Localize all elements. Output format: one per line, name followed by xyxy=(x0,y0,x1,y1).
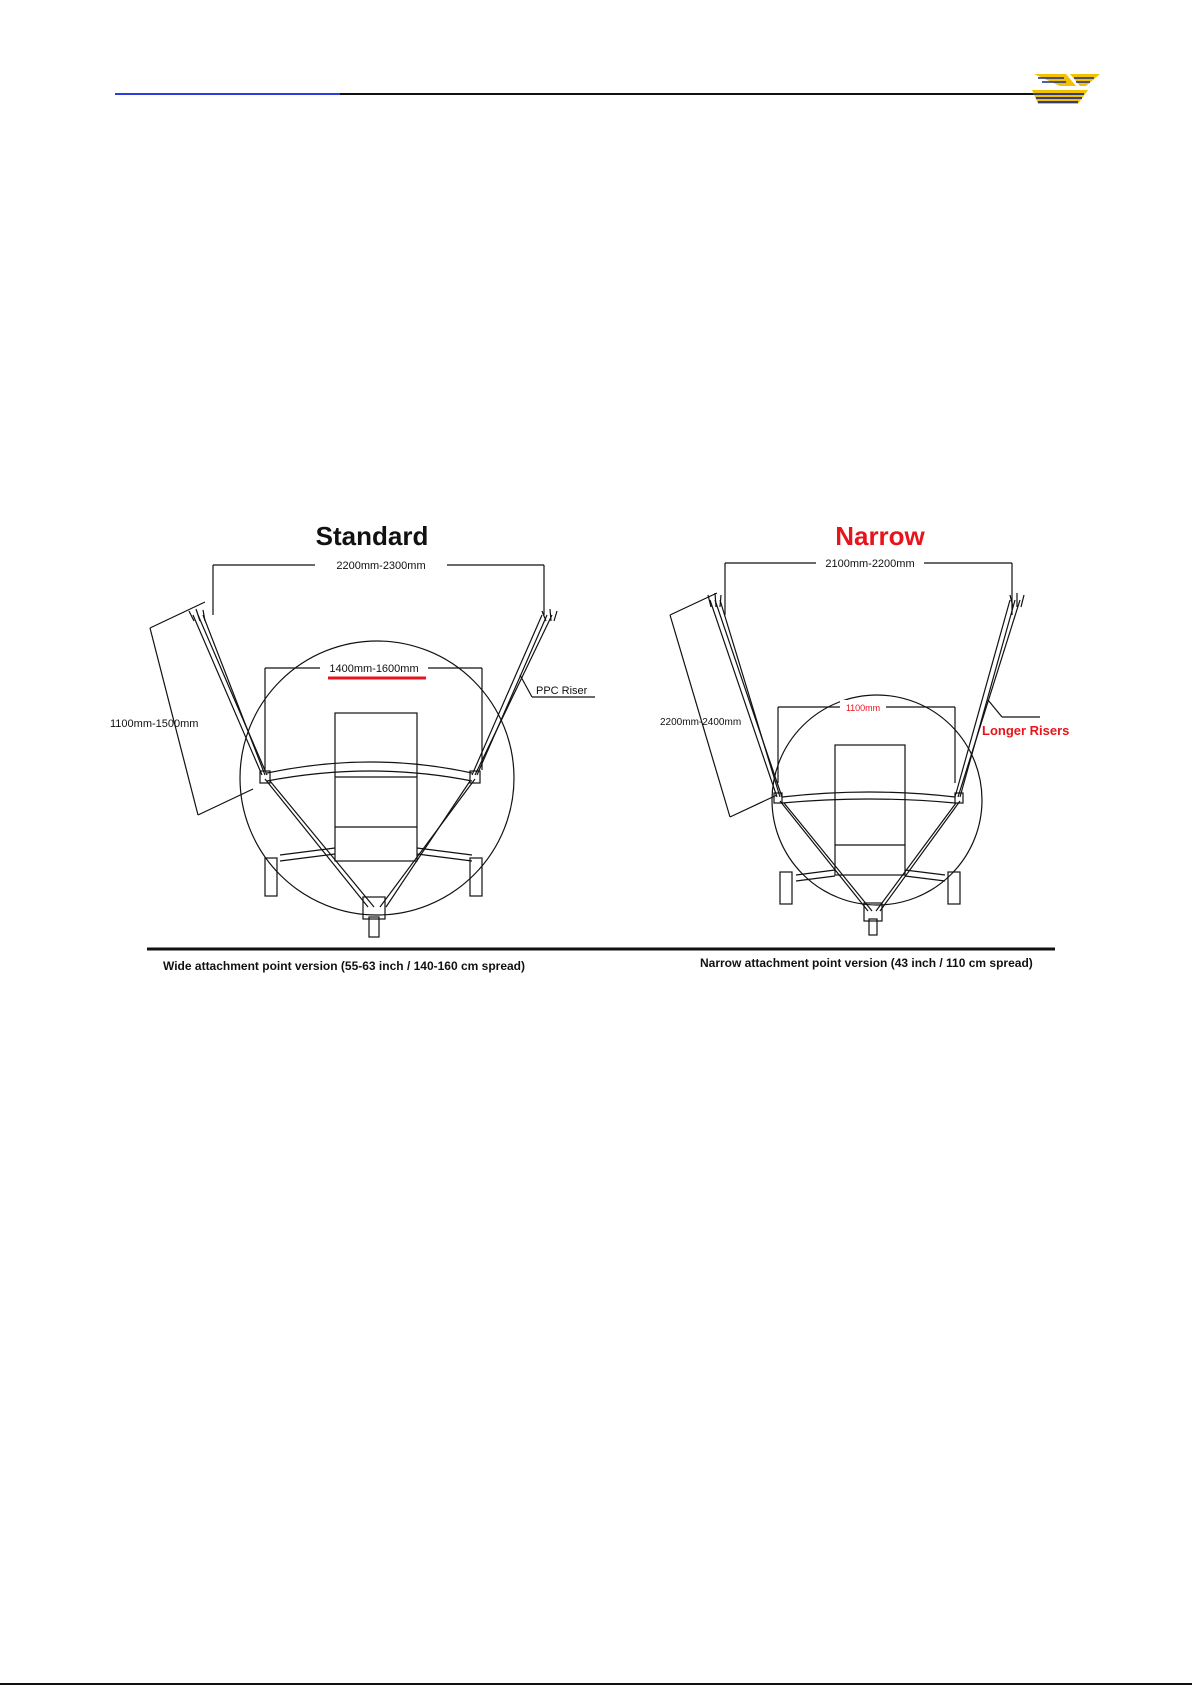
narrow-riser-label: Longer Risers xyxy=(982,723,1070,738)
standard-drawing xyxy=(110,521,595,973)
narrow-dim-inner: 1100mm xyxy=(845,703,881,713)
company-logo-icon xyxy=(1030,70,1102,106)
narrow-title: Narrow xyxy=(835,521,925,551)
standard-dim-top: 2200mm-2300mm xyxy=(336,560,426,572)
standard-dim-inner: 1400mm-1600mm xyxy=(329,663,419,675)
narrow-drawing xyxy=(660,521,1069,970)
narrow-dim-left: 2200mm-2400mm xyxy=(660,717,742,728)
standard-title: Standard xyxy=(315,521,429,551)
narrow-caption: Narrow attachment point version (43 inch / 110 cm spread) xyxy=(700,956,1033,970)
standard-dim-left: 1100mm-1500mm xyxy=(110,718,199,730)
header-link-underline xyxy=(115,93,340,95)
standard-riser-label: PPC Riser xyxy=(536,685,588,697)
standard-caption: Wide attachment point version (55-63 inch / 140-160 cm spread) xyxy=(163,959,526,973)
riser-comparison-diagram xyxy=(110,515,1070,985)
narrow-dim-top: 2100mm-2200mm xyxy=(825,558,915,570)
